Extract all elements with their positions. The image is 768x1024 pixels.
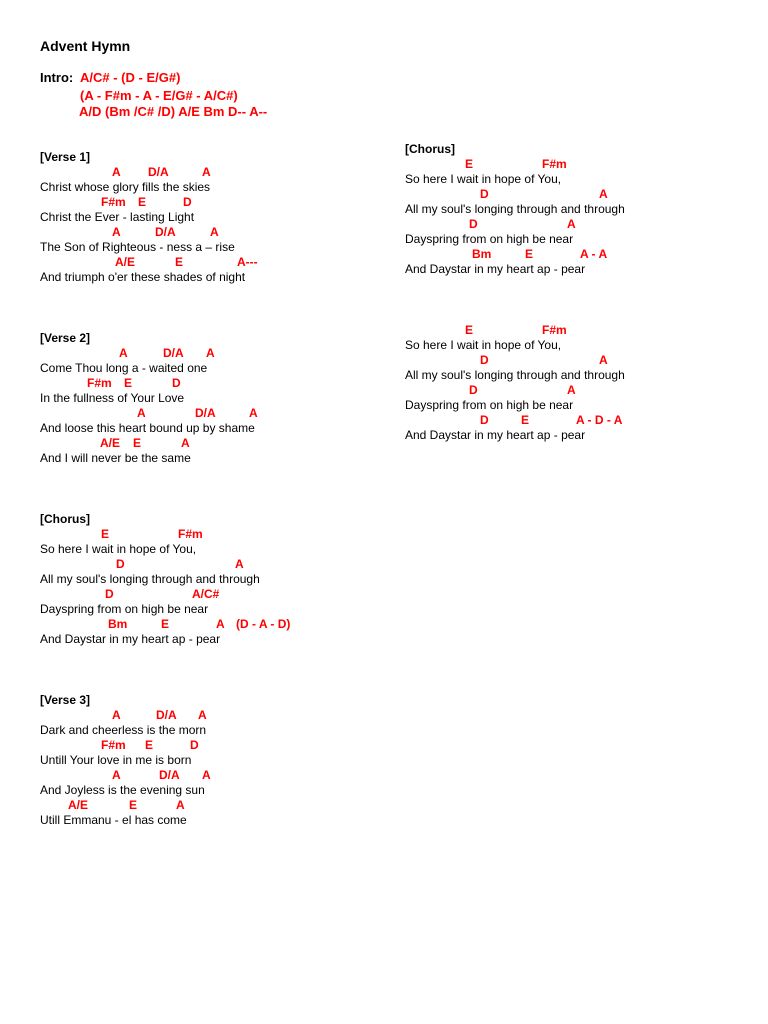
section-label: [Verse 2] <box>40 331 91 345</box>
lyric-line: And Daystar in my heart ap - pear <box>405 428 586 442</box>
chord: A - D - A <box>576 413 623 427</box>
chord-line <box>40 557 260 572</box>
chord: A <box>567 217 576 231</box>
section-chorus-1 <box>40 512 291 647</box>
section-label: [Verse 3] <box>40 693 91 707</box>
chord: A <box>112 708 121 722</box>
section-verse-2 <box>40 331 258 466</box>
lyric-line: All my soul's longing through and through <box>405 202 625 216</box>
chord: Bm <box>108 617 128 631</box>
chord: A/E <box>100 436 121 450</box>
chord: E <box>525 247 534 261</box>
lyric-line: Dayspring from on high be near <box>405 232 574 246</box>
intro-label: Intro: <box>40 70 74 85</box>
lyric-line: And Joyless is the evening sun <box>40 783 205 797</box>
chord: D/A <box>159 768 180 782</box>
chord: Bm <box>472 247 492 261</box>
chord-line <box>405 247 625 262</box>
chord: D <box>480 413 489 427</box>
chord: A <box>235 557 244 571</box>
chord: E <box>124 376 133 390</box>
chord-line <box>40 195 245 210</box>
chord-line <box>405 157 625 172</box>
chord-line <box>40 738 206 753</box>
lyric-line: Dayspring from on high be near <box>40 602 209 616</box>
chord: E <box>145 738 154 752</box>
chord-line <box>40 798 206 813</box>
chord: A <box>112 165 121 179</box>
lyric-line: All my soul's longing through and through <box>405 368 625 382</box>
intro-line: A/D (Bm /C# /D) A/E Bm D-- A-- <box>79 104 268 119</box>
chord: E <box>175 255 184 269</box>
chord: E <box>133 436 142 450</box>
chord: D/A <box>156 708 177 722</box>
chord-line <box>405 323 625 338</box>
chord: A - A <box>580 247 608 261</box>
chord: E <box>129 798 138 812</box>
lyric-line: And Daystar in my heart ap - pear <box>40 632 221 646</box>
chord-line <box>40 527 260 542</box>
lyric-line: Christ whose glory fills the skies <box>40 180 211 194</box>
chord-line <box>40 587 260 602</box>
chord: A <box>567 383 576 397</box>
chord-line <box>405 413 625 428</box>
chord: E <box>521 413 530 427</box>
chord: F#m <box>542 323 567 337</box>
lyric-line: Dark and cheerless is the morn <box>40 723 207 737</box>
chord: D <box>480 187 489 201</box>
section-verse-3 <box>40 693 211 828</box>
chord: A <box>202 768 211 782</box>
chord: F#m <box>101 195 126 209</box>
chord: A <box>198 708 207 722</box>
chord: D <box>105 587 114 601</box>
chord: F#m <box>87 376 112 390</box>
chord: A <box>137 406 146 420</box>
chord-line <box>405 383 625 398</box>
lyric-line: Utill Emmanu - el has come <box>40 813 187 827</box>
chord: E <box>465 157 474 171</box>
chord: A <box>249 406 258 420</box>
chord: A <box>112 768 121 782</box>
lyric-line: Christ the Ever - lasting Light <box>40 210 195 224</box>
chord: E <box>101 527 110 541</box>
chord: A <box>181 436 190 450</box>
chord: A <box>206 346 215 360</box>
chord: A <box>202 165 211 179</box>
chord: A <box>599 187 608 201</box>
chord: A <box>112 225 121 239</box>
chord: D <box>183 195 192 209</box>
section-chorus-2 <box>405 142 625 277</box>
chord: D/A <box>148 165 169 179</box>
chord-line <box>40 436 255 451</box>
chord: D/A <box>155 225 176 239</box>
chord: D <box>116 557 125 571</box>
section-chorus-3 <box>405 323 625 443</box>
chord: F#m <box>101 738 126 752</box>
lyric-line: In the fullness of Your Love <box>40 391 185 405</box>
chord: E <box>138 195 147 209</box>
chord: A <box>216 617 225 631</box>
lyric-line: And Daystar in my heart ap - pear <box>405 262 586 276</box>
chord-line <box>40 346 255 361</box>
chord-line <box>40 255 258 270</box>
lyric-line: So here I wait in hope of You, <box>405 172 562 186</box>
chord: A <box>599 353 608 367</box>
chord-line <box>40 768 211 783</box>
chord-line <box>40 617 291 632</box>
chord-line <box>40 708 206 723</box>
chord: F#m <box>178 527 203 541</box>
intro-line: (A - F#m - A - E/G# - A/C#) <box>80 88 238 103</box>
lyric-line: Dayspring from on high be near <box>405 398 574 412</box>
chord: D <box>469 217 478 231</box>
chord: A/C# <box>192 587 220 601</box>
chord: D/A <box>195 406 216 420</box>
chord-line <box>40 376 255 391</box>
section-label: [Chorus] <box>405 142 455 156</box>
lyric-line: Come Thou long a - waited one <box>40 361 208 375</box>
lyric-line: The Son of Righteous - ness a – rise <box>40 240 235 254</box>
chord: A--- <box>237 255 258 269</box>
chord: D <box>480 353 489 367</box>
chord: A <box>119 346 128 360</box>
chord: D/A <box>163 346 184 360</box>
chord: E <box>161 617 170 631</box>
chord-line <box>40 165 245 180</box>
section-label: [Chorus] <box>40 512 90 526</box>
chord: D <box>469 383 478 397</box>
section-verse-1 <box>40 150 258 285</box>
chord: A <box>210 225 219 239</box>
chord-line <box>40 225 245 240</box>
chord: D <box>190 738 199 752</box>
chord-line <box>40 406 258 421</box>
lyric-line: So here I wait in hope of You, <box>405 338 562 352</box>
chord: A/E <box>115 255 136 269</box>
section-label: [Verse 1] <box>40 150 91 164</box>
lyric-line: Untill Your love in me is born <box>40 753 192 767</box>
chord-line <box>405 353 625 368</box>
lyric-line: And I will never be the same <box>40 451 191 465</box>
lyric-line: So here I wait in hope of You, <box>40 542 197 556</box>
lyric-line: And loose this heart bound up by shame <box>40 421 255 435</box>
chord: (D - A - D) <box>236 617 291 631</box>
chord: A <box>176 798 185 812</box>
chord: D <box>172 376 181 390</box>
intro-line: A/C# - (D - E/G#) <box>80 70 181 85</box>
chord: F#m <box>542 157 567 171</box>
lyric-line: And triumph o'er these shades of night <box>40 270 246 284</box>
lyric-line: All my soul's longing through and through <box>40 572 260 586</box>
chord: E <box>465 323 474 337</box>
chord-line <box>405 187 625 202</box>
chord-line <box>405 217 625 232</box>
chord: A/E <box>68 798 89 812</box>
song-title: Advent Hymn <box>40 38 131 54</box>
